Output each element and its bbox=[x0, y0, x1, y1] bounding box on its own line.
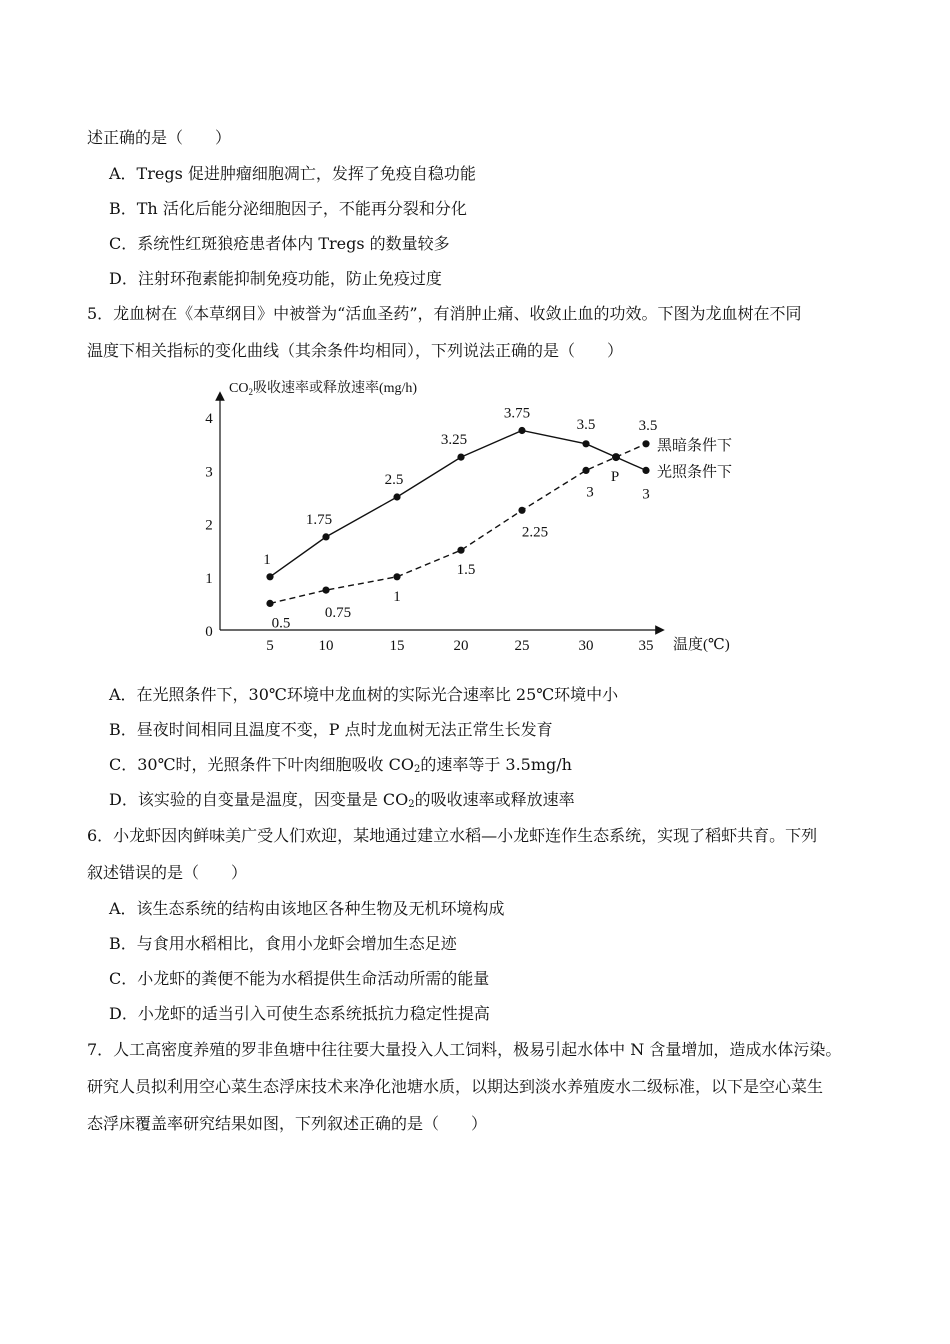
point-dark bbox=[642, 440, 649, 447]
q6-option-b: B．与食用水稻相比，食用小龙虾会增加生态足迹 bbox=[109, 934, 457, 953]
x-tick-label: 30 bbox=[578, 638, 594, 654]
q4-option-d: D．注射环孢素能抑制免疫功能，防止免疫过度 bbox=[109, 269, 442, 288]
point-light bbox=[642, 467, 649, 474]
series-name-dark: 黑暗条件下 bbox=[657, 437, 733, 454]
y-tick-label: 3 bbox=[205, 464, 213, 481]
intersection-label: P bbox=[610, 469, 620, 486]
data-label-dark: 3 bbox=[586, 484, 594, 501]
q7-stem-line3: 态浮床覆盖率研究结果如图，下列叙述正确的是（ ） bbox=[87, 1114, 488, 1133]
data-label-light: 3.75 bbox=[503, 405, 531, 422]
x-tick-label: 20 bbox=[453, 638, 469, 654]
q5-option-a: A．在光照条件下，30℃环境中龙血树的实际光合速率比 25℃环境中小 bbox=[109, 685, 619, 704]
data-label-light: 3 bbox=[642, 486, 650, 503]
data-label-light: 1.75 bbox=[305, 511, 333, 528]
point-dark bbox=[518, 507, 525, 514]
intersection-point bbox=[612, 453, 620, 461]
data-label-dark: 1 bbox=[393, 588, 401, 605]
q4-option-c: C．系统性红斑狼疮患者体内 Tregs 的数量较多 bbox=[109, 234, 450, 253]
point-dark bbox=[322, 587, 329, 594]
data-label-dark: 0.5 bbox=[271, 615, 291, 632]
q4-option-a: A．Tregs 促进肿瘤细胞凋亡，发挥了免疫自稳功能 bbox=[109, 164, 476, 183]
y-tick-label: 4 bbox=[205, 411, 213, 428]
x-tick-label: 10 bbox=[318, 638, 334, 654]
chart-title: $CO_2$吸收速率或释放速率(mg/h) bbox=[229, 381, 418, 397]
x-axis-label: 温度(℃) bbox=[673, 637, 730, 653]
data-label-dark: 2.25 bbox=[521, 524, 549, 541]
q5-option-c: C．30℃时，光照条件下叶肉细胞吸收 $CO_2$的速率等于 3.5mg/h bbox=[109, 755, 572, 775]
q6-option-d: D．小龙虾的适当引入可使生态系统抵抗力稳定性提高 bbox=[109, 1004, 490, 1023]
y-tick-label: 1 bbox=[205, 570, 213, 587]
point-dark bbox=[582, 467, 589, 474]
y-tick-label: 2 bbox=[205, 517, 213, 534]
x-tick-label: 35 bbox=[638, 638, 654, 654]
point-dark bbox=[266, 600, 273, 607]
point-light bbox=[393, 493, 400, 500]
q6-option-c: C．小龙虾的粪便不能为水稻提供生命活动所需的能量 bbox=[109, 969, 490, 988]
point-light bbox=[322, 533, 329, 540]
point-dark bbox=[457, 547, 464, 554]
q7-stem-line2: 研究人员拟利用空心菜生态浮床技术来净化池塘水质，以期达到淡水养殖废水二级标准，以下是空心菜生 bbox=[87, 1077, 824, 1096]
q7-stem-line1: 7．人工高密度养殖的罗非鱼塘中往往要大量投入人工饲料，极易引起水体中 N 含量增加，造成水体污染。 bbox=[87, 1040, 842, 1059]
point-dark bbox=[393, 573, 400, 580]
data-label-dark: 0.75 bbox=[324, 605, 352, 622]
q6-option-a: A．该生态系统的结构由该地区各种生物及无机环境构成 bbox=[109, 899, 505, 918]
series-name-light: 光照条件下 bbox=[657, 464, 733, 481]
point-light bbox=[266, 573, 273, 580]
data-label-dark: 3.5 bbox=[638, 417, 658, 434]
data-label-dark: 1.5 bbox=[456, 562, 476, 579]
q6-stem-line1: 6．小龙虾因肉鲜味美广受人们欢迎，某地通过建立水稻—小龙虾连作生态系统，实现了稻虾共育。下列 bbox=[87, 826, 818, 845]
q4-stem-tail: 述正确的是（ ） bbox=[87, 128, 232, 147]
data-label-light: 3.5 bbox=[576, 416, 596, 433]
x-tick-label: 25 bbox=[514, 638, 530, 654]
point-light bbox=[582, 440, 589, 447]
q5-stem-line1: 5．龙血树在《本草纲目》中被誉为“活血圣药”，有消肿止痛、收敛止血的功效。下图为龙血树在不同 bbox=[87, 304, 802, 323]
x-tick-label: 15 bbox=[389, 638, 405, 654]
data-label-light: 1 bbox=[263, 551, 271, 568]
series-line-light bbox=[270, 431, 646, 577]
data-label-light: 2.5 bbox=[384, 472, 404, 488]
q5-option-b: B．昼夜时间相同且温度不变，P 点时龙血树无法正常生长发育 bbox=[109, 720, 553, 739]
x-tick-label: 5 bbox=[266, 638, 274, 654]
data-label-light: 3.25 bbox=[440, 432, 468, 449]
q5-option-d: D．该实验的自变量是温度，因变量是 $CO_2$的吸收速率或释放速率 bbox=[109, 790, 575, 810]
point-light bbox=[518, 427, 525, 434]
y-tick-label: 0 bbox=[205, 624, 213, 640]
q5-stem-line2: 温度下相关指标的变化曲线（其余条件均相同），下列说法正确的是（ ） bbox=[87, 341, 624, 360]
point-light bbox=[457, 454, 464, 461]
q4-option-b: B．Th 活化后能分泌细胞因子，不能再分裂和分化 bbox=[109, 199, 467, 218]
temperature-co2-chart bbox=[195, 368, 755, 660]
q6-stem-line2: 叙述错误的是（ ） bbox=[87, 863, 248, 882]
